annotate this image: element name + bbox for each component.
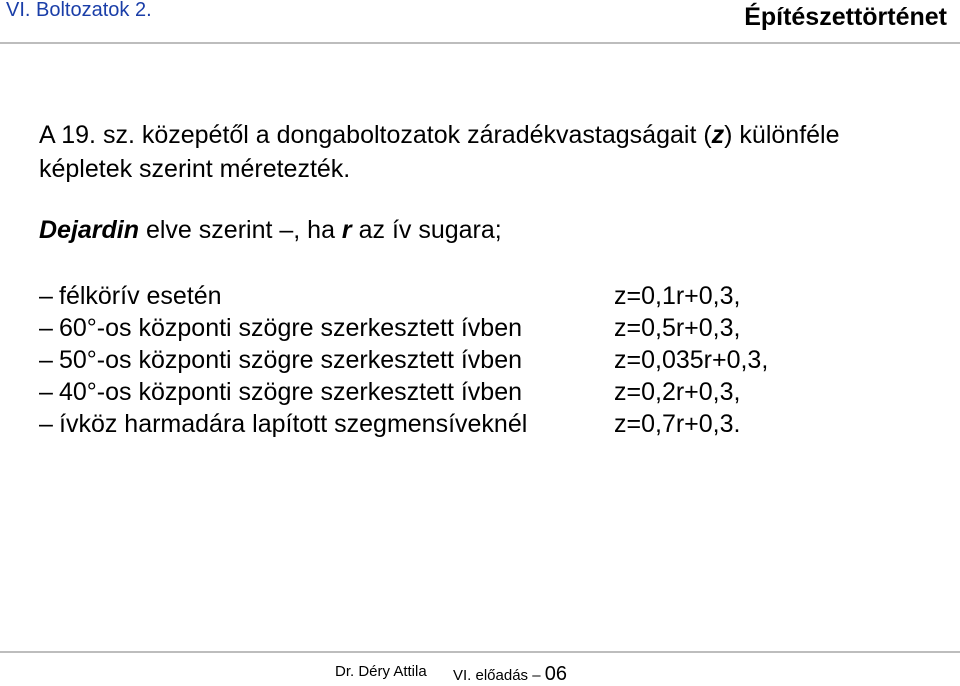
rule-item	[39, 312, 839, 345]
dejardin-name: Dejardin	[39, 216, 140, 244]
rule-dash: –	[39, 314, 53, 342]
intro-paragraph	[39, 118, 939, 186]
rule-item	[39, 344, 839, 377]
footer-author: Dr. Déry Attila	[335, 663, 427, 680]
rule-dash: –	[39, 410, 53, 438]
footer-page-number: 06	[544, 663, 567, 685]
rule-label: 60°-os központi szögre szerkesztett ívben	[59, 314, 523, 342]
rule-dash: –	[39, 378, 53, 406]
rule-formula: z=0,035r+0,3,	[614, 346, 769, 374]
rule-formula: z=0,2r+0,3,	[614, 378, 741, 406]
footer-dash: –	[532, 667, 541, 684]
header-left-title: VI. Boltozatok 2.	[6, 0, 152, 21]
rule-label: félkörív esetén	[59, 282, 222, 310]
footer-lecture	[453, 663, 567, 686]
rule-formula: z=0,1r+0,3,	[614, 282, 741, 310]
intro-text-2: ) különféle képletek szerint méretezték.	[39, 121, 840, 183]
dejardin-paragraph	[39, 213, 502, 247]
rule-dash: –	[39, 282, 53, 310]
footer-lecture-label: VI. előadás	[453, 667, 529, 684]
rule-label: ívköz harmadára lapított szegmensíveknél	[59, 410, 528, 438]
dejardin-symbol-r: r	[341, 216, 352, 244]
dejardin-text-2: az ív sugara;	[351, 216, 502, 244]
rule-label: 40°-os központi szögre szerkesztett ívben	[59, 378, 523, 406]
header-divider	[0, 42, 960, 44]
rule-label: 50°-os központi szögre szerkesztett ívben	[59, 346, 523, 374]
dejardin-text-1: elve szerint –, ha	[139, 216, 342, 244]
intro-symbol-z: z	[711, 121, 725, 149]
footer-divider	[0, 651, 960, 653]
rule-formula: z=0,7r+0,3.	[614, 410, 741, 438]
rule-item	[39, 280, 839, 313]
header-right-title: Építészettörténet	[744, 3, 947, 31]
intro-text-1: A 19. sz. közepétől a dongaboltozatok záradékvastagságait (	[39, 121, 712, 149]
rule-formula: z=0,5r+0,3,	[614, 314, 741, 342]
rule-dash: –	[39, 346, 53, 374]
rule-item	[39, 408, 839, 441]
rule-item	[39, 376, 839, 409]
